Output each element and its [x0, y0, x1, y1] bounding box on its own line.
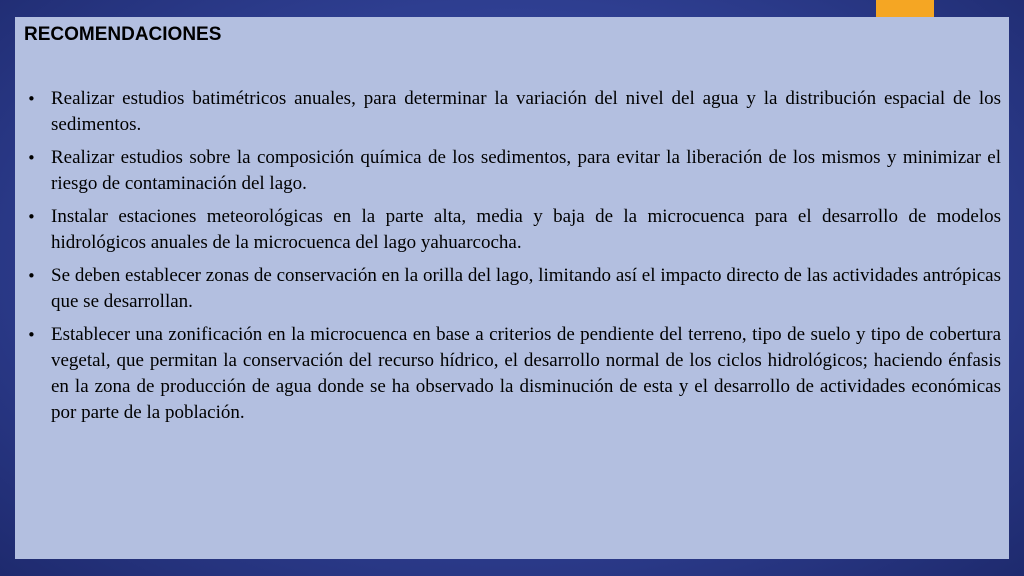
recommendation-text: Realizar estudios sobre la composición química de los sedimentos, para evitar la liberación de los mismos y minimizar el riesgo de contaminación del lago. [51, 147, 1001, 194]
recommendation-item [24, 145, 1001, 197]
content-panel [15, 17, 1009, 559]
recommendation-item [24, 322, 1001, 426]
recommendation-text: Establecer una zonificación en la microcuenca en base a criterios de pendiente del terreno, tipo de suelo y tipo de cobertura vegetal, que permitan la conservación del recurso hídrico, el desarrollo normal de los ciclos hidrológicos; haciendo énfasis en la zona de producción de agua donde se ha observado la disminución de esta y el desarrollo de actividades económicas por parte de la población. [51, 324, 1001, 423]
recommendation-text: Instalar estaciones meteorológicas en la parte alta, media y baja de la microcuenca para el desarrollo de modelos hidrológicos anuales de la microcuenca del lago yahuarcocha. [51, 206, 1001, 253]
recommendation-text: Se deben establecer zonas de conservación en la orilla del lago, limitando así el impacto directo de las actividades antrópicas que se desarrollan. [51, 265, 1001, 312]
bullet-icon: • [27, 149, 36, 167]
recommendation-item [24, 204, 1001, 256]
slide-heading: RECOMENDACIONES [24, 24, 222, 45]
bullet-icon: • [27, 208, 36, 226]
bullet-icon: • [27, 326, 36, 344]
recommendation-list [24, 86, 1001, 426]
bullet-icon: • [27, 267, 36, 285]
bullet-icon: • [27, 90, 36, 108]
recommendation-text: Realizar estudios batimétricos anuales, para determinar la variación del nivel del agua y la distribución espacial de los sedimentos. [51, 88, 1001, 135]
recommendation-item [24, 86, 1001, 138]
recommendation-item [24, 263, 1001, 315]
accent-tab [876, 0, 934, 17]
